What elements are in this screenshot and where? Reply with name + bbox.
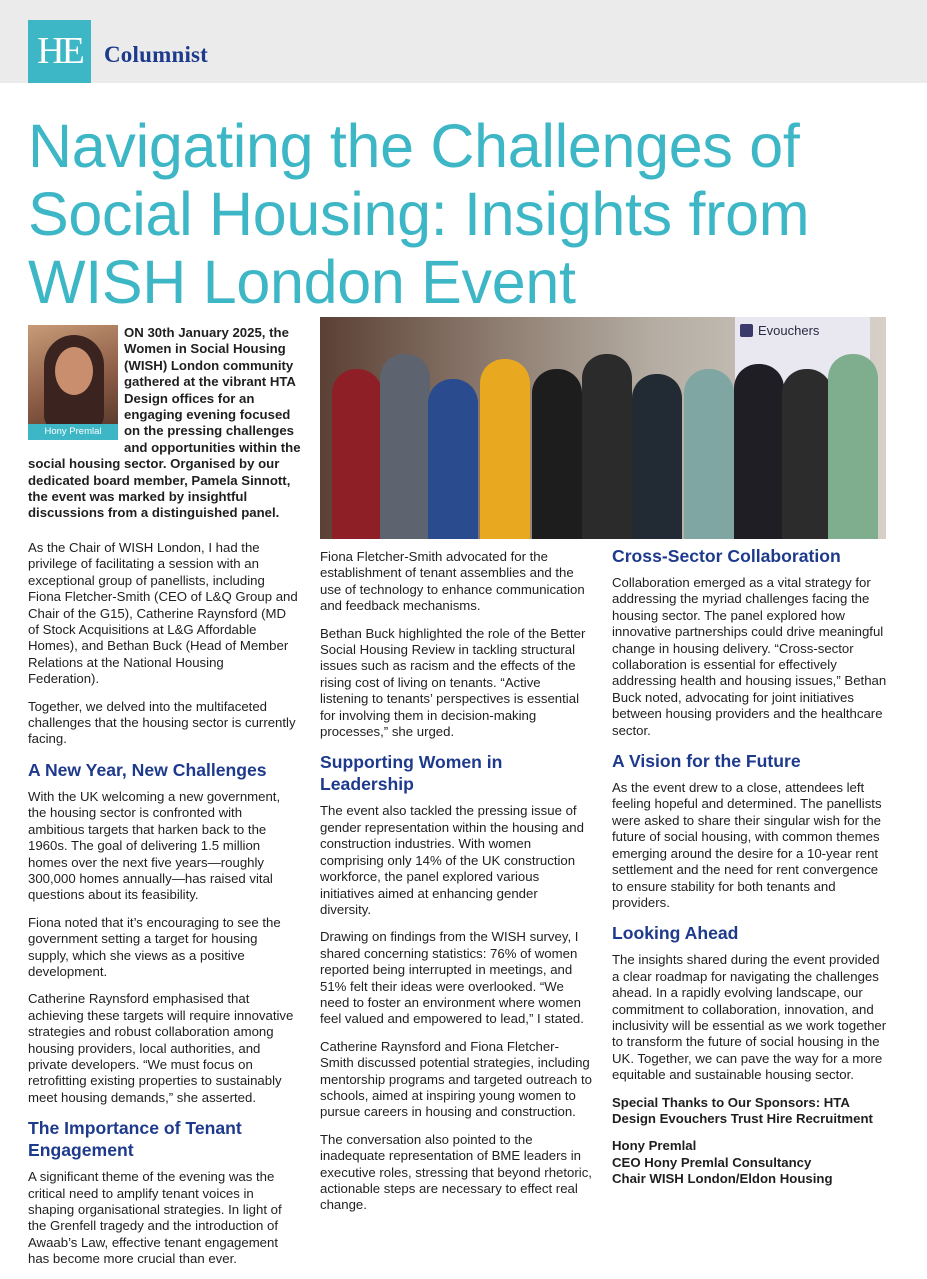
column-middle — [320, 549, 592, 1225]
photo-person — [734, 364, 784, 539]
body-paragraph: Fiona noted that it’s encouraging to see the government setting a target for housing supply, which she views as a positive development. — [28, 914, 281, 979]
body-paragraph: Fiona Fletcher-Smith advocated for the establishment of tenant assemblies and the use of technology to enhance communication and feedback mechanisms. — [320, 549, 585, 614]
section-heading: A Vision for the Future — [612, 751, 801, 772]
event-banner-text: Evouchers — [758, 323, 820, 338]
body-paragraph: Catherine Raynsford and Fiona Fletcher-Smith discussed potential strategies, including mentorship programs and targeted outreach to schools, aimed at inspiring young women to pursue careers in housing and construction. — [320, 1038, 592, 1120]
photo-person — [684, 369, 734, 539]
signoff-name: Hony Premlal — [612, 1138, 697, 1154]
body-paragraph: Catherine Raynsford emphasised that achieving these targets will require innovative strategies and robust collaboration among housing providers, local authorities, and private developers. “We must focus on retrofitting existing properties to sustainably meet housing demands,” she asserted. — [28, 991, 294, 1105]
photo-person — [428, 379, 478, 539]
photo-spacer — [28, 325, 124, 441]
photo-person — [782, 369, 832, 539]
body-paragraph: Together, we delved into the multifaceted challenges that the housing sector is currently facing. — [28, 698, 296, 747]
evouchers-logo-icon — [740, 324, 753, 337]
masthead-bar — [0, 0, 927, 83]
column-left — [28, 540, 298, 1279]
photo-person — [582, 354, 632, 539]
section-heading: The Importance of Tenant Engagement — [28, 1118, 242, 1161]
body-paragraph: As the event drew to a close, attendees left feeling hopeful and determined. The panellists were asked to share their singular wish for the future of social housing, with common themes emerging around the desire for a 10-year rent settlement and the need for rent convergence to ensure stability for both tenants and providers. — [612, 780, 882, 910]
section-heading: Supporting Women in Leadership — [320, 752, 503, 795]
body-paragraph: As the Chair of WISH London, I had the privilege of facilitating a session with an exceptional group of panellists, including Fiona Fletcher-Smith (CEO of L&Q Group and Chair of the G15), Catherine Raynsford (MD of Stock Acquisitions at L&G Affordable Homes), and Bethan Buck (Head of Member Relations at the National Housing Federation). — [28, 540, 298, 687]
column-right — [612, 545, 888, 1188]
photo-person — [828, 354, 878, 539]
photo-person — [380, 354, 430, 539]
body-paragraph: With the UK welcoming a new government, the housing sector is confronted with ambitious targets that harken back to the 1960s. The goal of delivering 1.5 million homes over the next five years—roughly 300,000 homes annually—has raised vital questions about its feasibility. — [28, 788, 281, 903]
photo-person — [480, 359, 530, 539]
publication-logo: HE — [28, 20, 91, 83]
signoff-role: CEO Hony Premlal Consultancy — [612, 1154, 812, 1170]
body-paragraph: Collaboration emerged as a vital strategy for addressing the myriad challenges facing the housing sector. The panel explored how innovative partnerships could drive meaningful change in housing delivery. “Cross-sector collaboration is essential for effectively addressing health and housing issues,” Bethan Buck noted, advocating for joint initiatives between housing providers and the healthcare sector. — [612, 575, 887, 738]
section-heading: Looking Ahead — [612, 923, 739, 944]
section-label: Columnist — [104, 42, 209, 67]
article-title: Navigating the Challenges of Social Housing: Insights from WISH London Event — [28, 112, 810, 316]
intro-paragraph — [28, 325, 303, 522]
author-photo-caption: Hony Premlal — [28, 424, 118, 440]
body-paragraph: The conversation also pointed to the inadequate representation of BME leaders in executive roles, stressing that beyond rhetoric, actionable steps are necessary to effect real change. — [320, 1131, 592, 1213]
body-paragraph: The event also tackled the pressing issue of gender representation within the housing and construction industries. With women comprising only 14% of the UK construction workforce, the panel explored various initiatives aimed at enhancing gender diversity. — [320, 803, 584, 917]
sponsor-thanks: Special Thanks to Our Sponsors: HTA Design Evouchers Trust Hire Recruitment — [612, 1094, 873, 1126]
body-paragraph: A significant theme of the evening was the critical need to amplify tenant voices in shaping organisational strategies. In light of the Grenfell tragedy and the introduction of Awaab’s Law, effective tenant engagement has become more crucial than ever. — [28, 1169, 282, 1267]
body-paragraph: Drawing on findings from the WISH survey, I shared concerning statistics: 76% of women reported being interrupted in meetings, and 51% felt their ideas were overlooked. “We need to foster an environment where women feel valued and empowered to lead,” I stated. — [320, 929, 584, 1027]
section-heading: A New Year, New Challenges — [28, 759, 267, 780]
event-group-photo — [320, 317, 886, 539]
section-heading: Cross-Sector Collaboration — [612, 546, 841, 566]
signoff-role: Chair WISH London/Eldon Housing — [612, 1171, 833, 1187]
intro-text: ON 30th January 2025, the Women in Social Housing (WISH) London community gathered at the vibrant HTA Design offices for an engaging evening focused on the pressing challenges and opportunities within the social housing sector. Organised by our dedicated board member, Pamela Sinnott, the event was marked by insightful discussions from a distinguished panel. — [28, 325, 301, 521]
photo-person — [532, 369, 582, 539]
photo-person — [632, 374, 682, 539]
body-paragraph: The insights shared during the event provided a clear roadmap for navigating the challenges ahead. In a rapidly evolving landscape, our commitment to collaboration, innovation, and inclusivity will be essential as we work together to transform the future of social housing in the UK. Together, we can pave the way for a more equitable and sustainable housing sector. — [612, 952, 887, 1083]
body-paragraph: Bethan Buck highlighted the role of the Better Social Housing Review in tackling structural issues such as racism and the effects of the rising cost of living on tenants. “Active listening to tenants’ perspectives is essential for involving them in decision-making processes,” she urged. — [320, 625, 586, 740]
photo-person — [332, 369, 382, 539]
